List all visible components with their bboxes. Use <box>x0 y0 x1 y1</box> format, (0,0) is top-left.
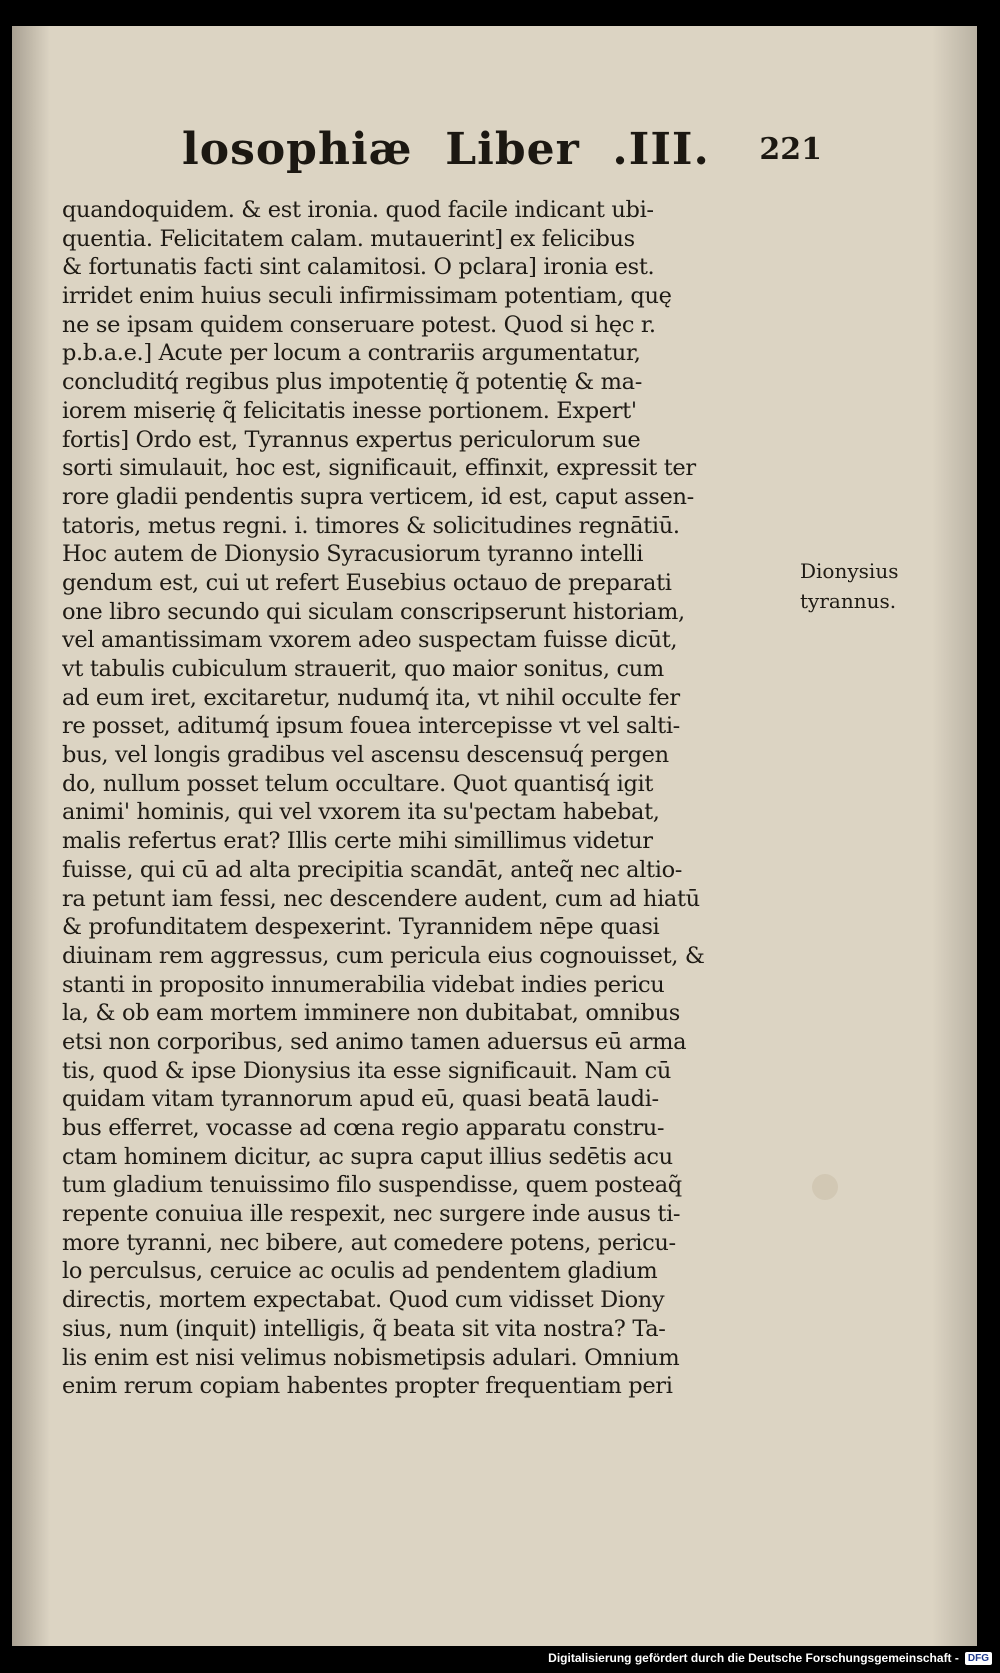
text-line: & fortunatis facti sint calamitosi. O pclara] ironia est. <box>62 254 655 281</box>
paper-stain <box>812 1174 838 1200</box>
text-line: tis, quod & ipse Dionysius ita esse significauit. Nam cū <box>62 1057 671 1084</box>
text-line: more tyranni, nec bibere, aut comedere potens, pericu- <box>62 1229 676 1256</box>
running-header <box>182 124 822 184</box>
margin-note-line: Dionysius <box>800 559 899 583</box>
digitization-footer <box>548 1647 992 1669</box>
text-line: stanti in proposito innumerabilia videbat indies pericu <box>62 971 665 998</box>
text-line: vel amantissimam vxorem adeo suspectam fuisse dicūt, <box>62 627 678 654</box>
text-line: tatoris, metus regni. i. timores & solicitudines regnātiū. <box>62 512 680 539</box>
text-line: sorti simulauit, hoc est, significauit, effinxit, expressit ter <box>62 455 696 482</box>
page-number: 221 <box>759 132 822 167</box>
text-line: malis refertus erat? Illis certe mihi simillimus videtur <box>62 828 653 855</box>
dfg-logo: DFG <box>965 1652 992 1665</box>
margin-note-line: tyrannus. <box>800 589 897 613</box>
text-line: ra petunt iam fessi, nec descendere audent, cum ad hiatū <box>62 885 700 912</box>
margin-note <box>800 556 950 616</box>
text-line: ctam hominem dicitur, ac supra caput illius sedētis acu <box>62 1143 673 1170</box>
text-line: Hoc autem de Dionysio Syracusiorum tyranno intelli <box>62 541 644 568</box>
header-title: losophiæ Liber .III. <box>182 124 710 175</box>
text-line: enim rerum copiam habentes propter frequentiam peri <box>62 1373 673 1400</box>
text-line: do, nullum posset telum occultare. Quot quantisq́ igit <box>62 770 654 797</box>
text-line: repente conuiua ille respexit, nec surgere inde ausus ti- <box>62 1201 681 1228</box>
text-line: concluditq́ regibus plus impotentię q̃ potentię & ma- <box>62 369 642 396</box>
footer-credit: Digitalisierung gefördert durch die Deutsche Forschungsgemeinschaft - <box>548 1651 959 1665</box>
text-line: quentia. Felicitatem calam. mutauerint] ex felicibus <box>62 225 635 252</box>
text-line: & profunditatem despexerint. Tyrannidem nēpe quasi <box>62 914 660 941</box>
text-line: tum gladium tenuissimo filo suspendisse, quem posteaq̃ <box>62 1172 682 1199</box>
text-line: gendum est, cui ut refert Eusebius octauo de preparati <box>62 569 672 596</box>
text-line: ne se ipsam quidem conseruare potest. Quod si hęc r. <box>62 311 656 338</box>
body-text <box>62 196 807 1401</box>
text-line: re posset, aditumq́ ipsum fouea intercepisse vt vel salti- <box>62 713 680 740</box>
text-line: directis, mortem expectabat. Quod cum vidisset Diony <box>62 1287 665 1314</box>
book-page <box>12 26 977 1646</box>
text-line: one libro secundo qui siculam conscripserunt historiam, <box>62 598 685 625</box>
text-line: sius, num (inquit) intelligis, q̃ beata sit vita nostra? Ta- <box>62 1315 666 1342</box>
text-line: quandoquidem. & est ironia. quod facile indicant ubi- <box>62 197 654 223</box>
text-line: diuinam rem aggressus, cum pericula eius cognouisset, & <box>62 942 705 969</box>
text-line: vt tabulis cubiculum strauerit, quo maior sonitus, cum <box>62 656 664 682</box>
text-line: quidam vitam tyrannorum apud eū, quasi beatā laudi- <box>62 1086 659 1113</box>
text-line: p.b.a.e.] Acute per locum a contrariis argumentatur, <box>62 340 641 367</box>
text-line: fuisse, qui cū ad alta precipitia scandāt, anteq̃ nec altio- <box>62 856 683 883</box>
text-line: ad eum iret, excitaretur, nudumq́ ita, vt nihil occulte fer <box>62 684 680 711</box>
text-line: fortis] Ordo est, Tyrannus expertus periculorum sue <box>62 426 641 453</box>
text-line: bus, vel longis gradibus vel ascensu descensuq́ pergen <box>62 742 669 769</box>
text-line: animi' hominis, qui vel vxorem ita su'pectam habebat, <box>62 799 660 826</box>
text-line: lis enim est nisi velimus nobismetipsis adulari. Omnium <box>62 1344 680 1371</box>
text-line: bus efferret, vocasse ad cœna regio apparatu constru- <box>62 1115 665 1141</box>
text-line: iorem miserię q̃ felicitatis inesse portionem. Expert' <box>62 397 637 424</box>
text-line: irridet enim huius seculi infirmissimam potentiam, quę <box>62 283 672 310</box>
text-line: etsi non corporibus, sed animo tamen aduersus eū arma <box>62 1028 687 1055</box>
text-line: lo perculsus, ceruice ac oculis ad pendentem gladium <box>62 1258 658 1285</box>
text-line: rore gladii pendentis supra verticem, id est, caput assen- <box>62 483 694 510</box>
text-line: la, & ob eam mortem imminere non dubitabat, omnibus <box>62 1000 680 1027</box>
